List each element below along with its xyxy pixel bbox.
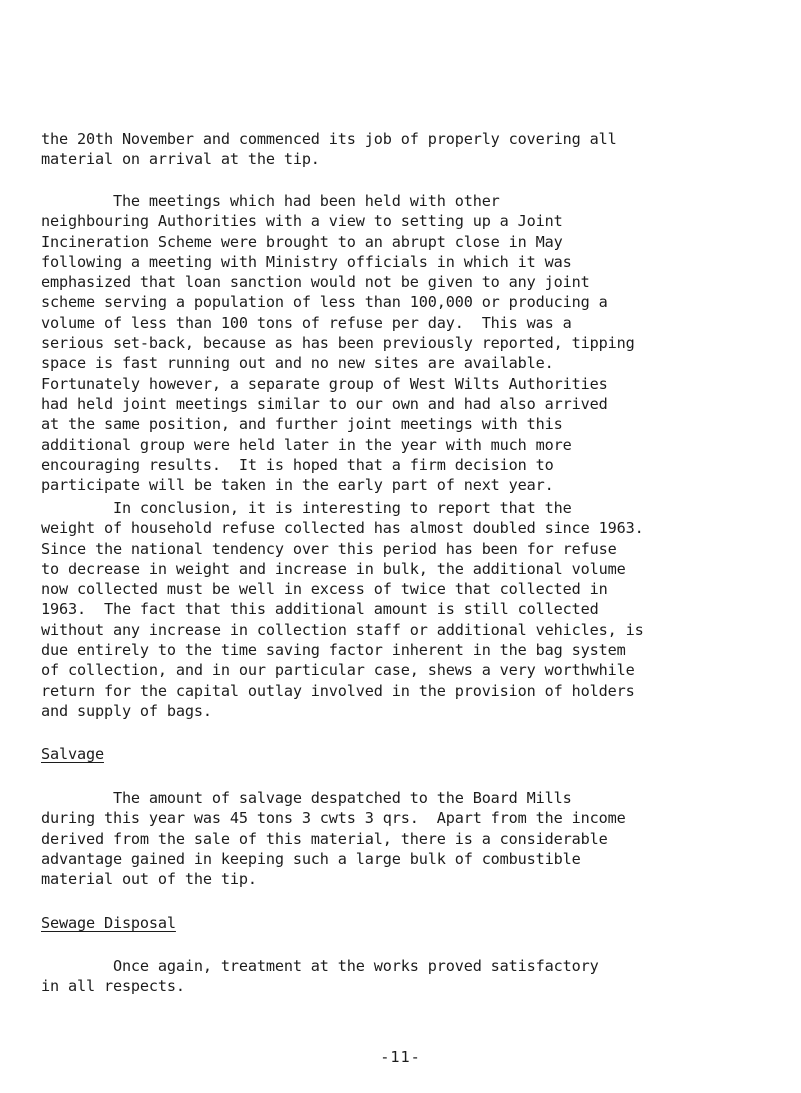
paragraph-conclusion: In conclusion, it is interesting to report that the weight of household refuse collected has almost doubled since 1963. Since the national tendency over this period has been for refuse to decrease in weight and increase in bulk, the additional volume now collected must be well in excess of twice that collected in 1963. The fact that this additional amount is still collected without any increase in collection staff or additional vehicles, is due entirely to the time saving factor inherent in the bag system of collection, and in our particular case, shews a very worthwhile return for the capital outlay involved in the provision of holders and supply of bags.: [41, 499, 644, 720]
page-number: -11-: [380, 1048, 421, 1066]
paragraph-intro: the 20th November and commenced its job of properly covering all material on arrival at the tip.: [41, 130, 617, 169]
paragraph-sewage: Once again, treatment at the works proved satisfactory in all respects.: [41, 957, 599, 996]
section-heading-salvage: Salvage: [41, 745, 104, 763]
paragraph-meetings: The meetings which had been held with other neighbouring Authorities with a view to setting up a Joint Incineration Scheme were brought to an abrupt close in May following a meeting with Ministry officials in which it was emphasized that loan sanction would not be given to any joint scheme serving a population of less than 100,000 or producing a volume of less than 100 tons of refuse per day. This was a serious set-back, because as has been previously reported, tipping space is fast running out and no new sites are available. Fortunately however, a separate group of West Wilts Authorities had held joint meetings similar to our own and had also arrived at the same position, and further joint meetings with this additional group were held later in the year with much more encouraging results. It is hoped that a firm decision to participate will be taken in the early part of next year.: [41, 192, 635, 495]
section-heading-sewage-disposal: Sewage Disposal: [41, 914, 176, 932]
paragraph-salvage: The amount of salvage despatched to the Board Mills during this year was 45 tons 3 cwts 3 qrs. Apart from the income derived from the sale of this material, there is a considerable advantage gained in keeping such a large bulk of combustible material out of the tip.: [41, 789, 626, 889]
